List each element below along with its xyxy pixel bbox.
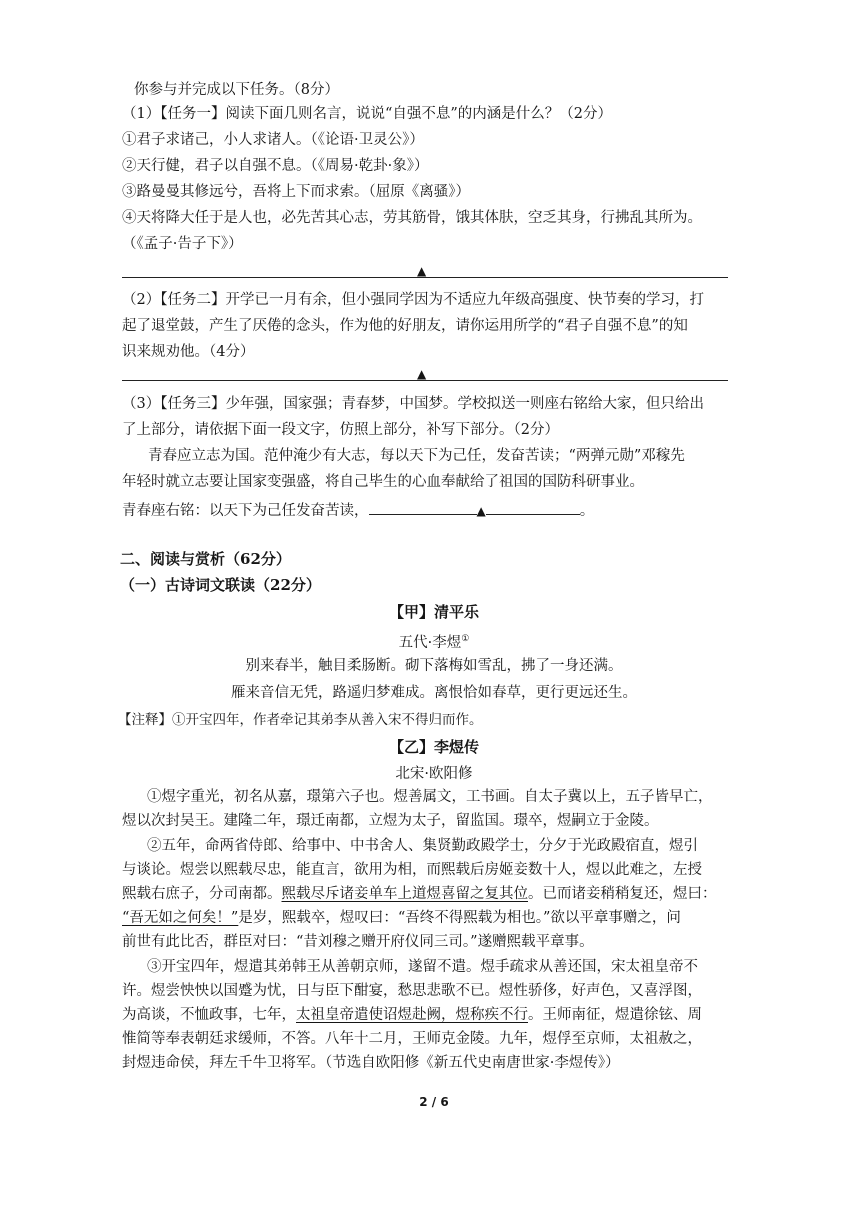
underlined-sentence-1: 熙载尽斥诸妾单车上道煜喜留之复其位 <box>281 886 528 902</box>
task2-line-1: （2）【任务二】开学已一月有余，但小强同学因为不适应九年级高强度、快节奏的学习，打 <box>122 292 704 308</box>
prose-p2-line-2: 与谈论。煜尝以熙载尽忠，能直言，欲用为相，而熙载后房姬妾数十人，煜以此难之，左授 <box>122 862 702 878</box>
underlined-sentence-3: 太祖皇帝遣使诏煜赴阙，煜称疾不行 <box>296 1007 528 1023</box>
poem-title: 【甲】清平乐 <box>388 603 479 621</box>
prose-p1-line-1: ①煜字重光，初名从嘉，璟第六子也。煜善属文，工书画。自太子冀以上，五子皆早亡， <box>147 789 713 805</box>
task1-quote-3: ③路曼曼其修远兮，吾将上下而求索。（屈原《离骚》） <box>122 184 470 200</box>
task3-passage-1: 青春应立志为国。范仲淹少有大志，每以天下为己任，发奋苦读；“两弹元勋”邓稼先 <box>148 448 685 464</box>
task1-quote-4: ④天将降大任于是人也，必先苦其心志，劳其筋骨，饿其体肤，空乏其身，行拂乱其所为。 <box>122 210 702 226</box>
task3-passage-2: 年轻时就立志要让国家变强盛，将自己毕生的心血奉献给了祖国的国防科研事业。 <box>122 474 644 490</box>
underlined-sentence-2: “吾无如之何矣！” <box>122 910 239 926</box>
prose-p2-line-3a: 熙载右庶子，分司南都。 <box>122 886 282 902</box>
section2-subheading: （一）古诗词文联读（22分） <box>120 576 321 594</box>
prose-p2-line-4b: 是岁，熙载卒，煜叹曰：“吾终不得熙载为相也。”欲以平章事赠之，问 <box>238 910 681 926</box>
prose-p3-line-1: ③开宝四年，煜遣其弟韩王从善朝京师，遂留不遣。煜手疏求从善还国，宋太祖皇帝不 <box>147 959 698 975</box>
poem-annotation: 【注释】①开宝四年，作者牵记其弟李从善入宋不得归而作。 <box>118 712 483 728</box>
task3-line-1: （3）【任务三】少年强，国家强；青春梦，中国梦。学校拟送一则座右铭给大家，但只给出 <box>122 396 704 412</box>
prose-p3-line-4: 惟简等奉表朝廷求缓师，不答。八年十二月，王师克金陵。九年，煜俘至京师，太祖赦之， <box>122 1031 702 1047</box>
task2-line-2: 起了退堂鼓，产生了厌倦的念头，作为他的好朋友，请你运用所学的“君子自强不息”的知 <box>122 318 688 334</box>
motto-prefix: 青春座右铭：以天下为己任发奋苦读， <box>122 503 369 519</box>
motto-suffix: 。 <box>579 503 595 519</box>
prose-p2-line-5: 前世有此比否，群臣对曰：“昔刘穆之赠开府仪同三司。”遂赠熙载平章事。 <box>122 934 594 950</box>
poem-author-line <box>0 629 868 653</box>
task3-line-2: 了上部分，请依据下面一段文字，仿照上部分，补写下部分。（2分） <box>122 422 559 438</box>
prose-author: 北宋·欧阳修 <box>395 766 473 782</box>
task-intro: 你参与并完成以下任务。（8分） <box>134 82 339 98</box>
motto-blank-left[interactable] <box>369 500 477 515</box>
prose-p3-line-3b: 。王师南征，煜遣徐铉、周 <box>528 1007 702 1023</box>
task1-quote-1: ①君子求诸己，小人求诸人。（《论语·卫灵公》） <box>122 132 424 148</box>
answer-marker-1: ▲ <box>417 264 427 278</box>
page-number: 2 / 6 <box>419 1095 449 1109</box>
poem-line-2: 雁来音信无凭，路遥归梦难成。离恨恰如春草，更行更远还生。 <box>231 685 637 701</box>
prose-title: 【乙】李煜传 <box>388 738 479 756</box>
answer-marker-2: ▲ <box>417 367 427 381</box>
prose-p2-line-3b: 。已而诸妾稍稍复还，煜曰： <box>528 886 717 902</box>
prose-p1-line-2: 煜以次封吴王。建隆二年，璟迁南都，立煜为太子，留监国。璟卒，煜嗣立于金陵。 <box>122 813 659 829</box>
prose-p3-line-5: 封煜违命侯，拜左千牛卫将军。（节选自欧阳修《新五代史南唐世家·李煜传》） <box>122 1055 620 1071</box>
motto-line <box>122 500 594 521</box>
task2-line-3: 识来规劝他。（4分） <box>122 344 255 360</box>
poem-author: 五代·李煜 <box>398 634 462 651</box>
section2-heading: 二、阅读与赏析（62分） <box>120 550 291 568</box>
task1-prompt: （1）【任务一】阅读下面几则名言，说说“自强不息”的内涵是什么？（2分） <box>122 106 613 122</box>
prose-p3-line-3a: 为高谈，不恤政事，七年， <box>122 1007 296 1023</box>
prose-p3-line-2: 许。煜尝怏怏以国蹙为忧，日与臣下酣宴，愁思悲歌不已。煜性骄侈，好声色，又喜浮图， <box>122 983 702 999</box>
task1-quote-4-source: （《孟子·告子下》） <box>122 236 243 252</box>
poem-line-1: 别来春半，触目柔肠断。砌下落梅如雪乱，拂了一身还满。 <box>245 658 623 674</box>
task1-quote-2: ②天行健，君子以自强不息。（《周易·乾卦·象》） <box>122 158 429 174</box>
prose-p2-line-4 <box>122 908 681 928</box>
poem-author-note: ① <box>461 634 470 644</box>
prose-p2-line-1: ②五年，命两省侍郎、给事中、中书舍人、集贤勤政殿学士，分夕于光政殿宿直，煜引 <box>147 838 698 854</box>
prose-p3-line-3 <box>122 1005 702 1025</box>
prose-p2-line-3 <box>122 884 717 904</box>
answer-marker-3: ▲ <box>476 504 486 518</box>
motto-blank-right[interactable] <box>486 500 580 515</box>
